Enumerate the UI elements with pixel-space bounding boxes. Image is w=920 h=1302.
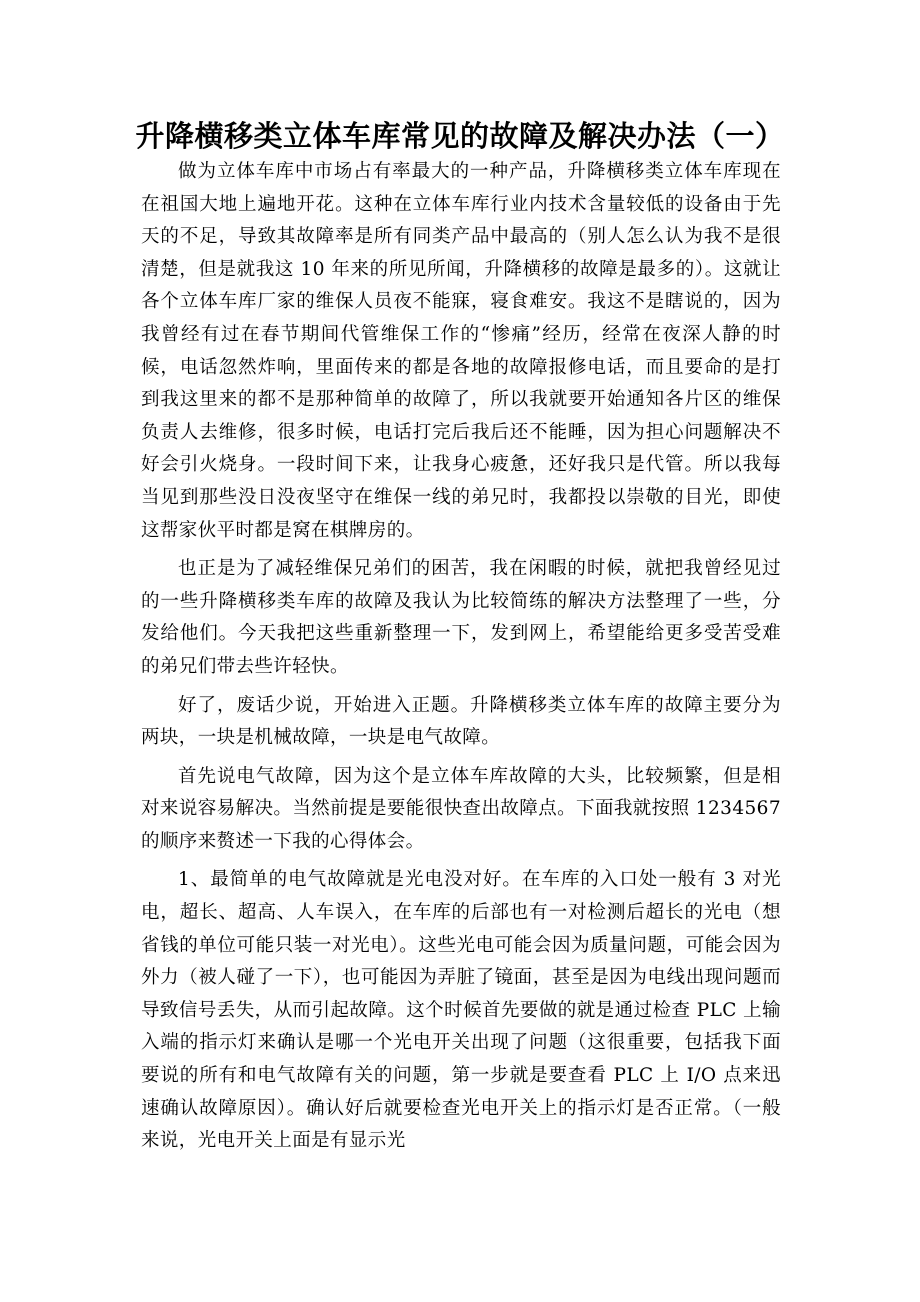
paragraph-categories: 好了，废话少说，开始进入正题。升降横移类立体车库的故障主要分为两块，一块是机械故障，一块是电气故障。 xyxy=(141,694,781,749)
document-body xyxy=(141,156,781,1164)
paragraph-motivation: 也正是为了减轻维保兄弟们的困苦，我在闲暇的时候，就把我曾经见过的一些升降横移类车库的故障及我认为比较简练的解决方法整理了一些，分发给他们。今天我把这些重新整理一下，发到网上，希望能给更多受苦受难的弟兄们带去些许轻快。 xyxy=(141,558,781,677)
paragraph-electrical-intro: 首先说电气故障，因为这个是立体车库故障的大头，比较频繁，但是相对来说容易解决。当然前提是要能很快查出故障点。下面我就按照 1234567 的顺序来赘述一下我的心得体会。 xyxy=(141,765,781,852)
document-title: 升降横移类立体车库常见的故障及解决办法（一） xyxy=(135,119,785,153)
paragraph-fault-1: 1、最简单的电气故障就是光电没对好。在车库的入口处一般有 3 对光电，超长、超高、人车误入，在车库的后部也有一对检测后超长的光电（想省钱的单位可能只装一对光电）。这些光电可能会因为质量问题，可能会因为外力（被人碰了一下），也可能因为弄脏了镜面，甚至是因为电线出现问题而导致信号丢失，从而引起故障。这个时候首先要做的就是通过检查 PLC 上输入端的指示灯来确认是哪一个光电开关出现了问题（这很重要，包括我下面要说的所有和电气故障有关的问题，第一步就是要查看 PLC 上 I/O 点来迅速确认故障原因）。确认好后就要检查光电开关上的指示灯是否正常。（一般来说，光电开关上面是有显示光 xyxy=(141,869,781,1152)
paragraph-intro: 做为立体车库中市场占有率最大的一种产品，升降横移类立体车库现在在祖国大地上遍地开花。这种在立体车库行业内技术含量较低的设备由于先天的不足，导致其故障率是所有同类产品中最高的（别人怎么认为我不是很清楚，但是就我这 10 年来的所见所闻，升降横移的故障是最多的）。这就让各个立体车库厂家的维保人员夜不能寐，寝食难安。我这不是瞎说的，因为我曾经有过在春节期间代管维保工作的“惨痛”经历，经常在夜深人静的时候，电话忽然炸响，里面传来的都是各地的故障报修电话，而且要命的是打到我这里来的都不是那种简单的故障了，所以我就要开始通知各片区的维保负责人去维修，很多时候，电话打完后我后还不能睡，因为担心问题解决不好会引火烧身。一段时间下来，让我身心疲惫，还好我只是代管。所以我每当见到那些没日没夜坚守在维保一线的弟兄时，我都投以崇敬的目光，即使这帮家伙平时都是窝在棋牌房的。 xyxy=(141,161,781,541)
